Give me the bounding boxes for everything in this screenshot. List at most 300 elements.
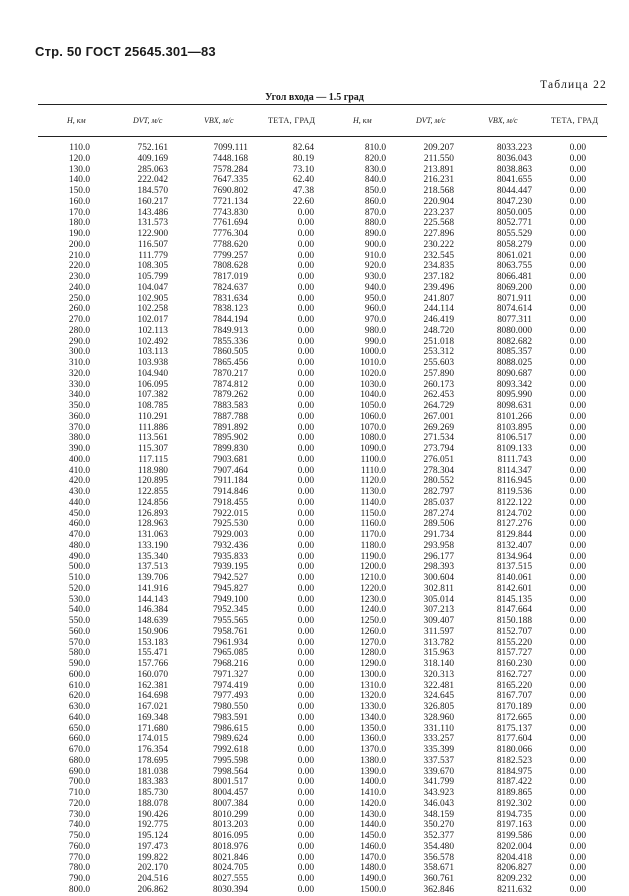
cell-vbx-right: 8162.727: [496, 669, 532, 680]
cell-dvt-right: 335.399: [423, 745, 454, 755]
table-row: [0, 573, 629, 584]
cell-dvt-left: 174.015: [137, 734, 168, 745]
cell-vbx-right: 8199.586: [496, 831, 532, 841]
cell-h-left: 770.0: [68, 852, 90, 863]
cell-teta-left: 0.00: [297, 519, 314, 530]
cell-h-right: 950.0: [364, 293, 386, 304]
cell-dvt-left: 103.938: [137, 358, 168, 368]
cell-teta-left: 0.00: [297, 755, 314, 766]
cell-h-right: 1270.0: [360, 637, 386, 648]
cell-vbx-left: 7922.015: [212, 508, 248, 519]
cell-vbx-right: 8127.276: [496, 519, 532, 530]
cell-dvt-left: 197.473: [137, 841, 168, 852]
cell-teta-left: 0.00: [297, 293, 314, 304]
cell-vbx-right: 8152.707: [496, 626, 532, 637]
cell-vbx-left: 8001.517: [212, 777, 248, 788]
table-row: [0, 498, 629, 509]
cell-vbx-left: 7942.527: [212, 573, 248, 583]
cell-h-left: 750.0: [68, 831, 90, 841]
cell-vbx-left: 8030.394: [212, 884, 248, 895]
cell-teta-right: 0.00: [569, 852, 586, 863]
cell-h-left: 220.0: [68, 261, 90, 272]
cell-vbx-right: 8160.230: [496, 659, 532, 669]
cell-h-left: 530.0: [68, 594, 90, 605]
cell-dvt-right: 241.807: [423, 293, 454, 304]
cell-h-right: 1410.0: [360, 788, 386, 798]
cell-h-right: 1050.0: [360, 401, 386, 411]
cell-h-right: 1170.0: [360, 530, 386, 540]
cell-teta-right: 0.00: [569, 444, 586, 454]
cell-h-left: 240.0: [68, 282, 90, 293]
cell-dvt-left: 116.507: [137, 239, 168, 250]
table-row: [0, 283, 629, 294]
cell-teta-right: 0.00: [569, 712, 586, 723]
cell-dvt-left: 113.561: [137, 433, 168, 444]
cell-teta-right: 0.00: [569, 669, 586, 680]
cell-h-right: 860.0: [364, 196, 386, 207]
cell-vbx-right: 8101.266: [496, 411, 532, 422]
cell-vbx-right: 8111.743: [497, 454, 532, 465]
cell-teta-left: 0.00: [297, 616, 314, 626]
cell-vbx-left: 7831.634: [212, 293, 248, 304]
cell-dvt-left: 185.730: [137, 788, 168, 798]
table-row: [0, 401, 629, 412]
cell-h-left: 260.0: [68, 304, 90, 315]
cell-dvt-left: 202.170: [137, 863, 168, 874]
cell-dvt-right: 216.231: [423, 175, 454, 186]
cell-vbx-right: 8177.604: [496, 734, 532, 745]
cell-h-left: 170.0: [68, 207, 90, 218]
cell-dvt-left: 122.900: [137, 229, 168, 239]
cell-vbx-right: 8155.220: [496, 637, 532, 648]
cell-h-left: 290.0: [68, 336, 90, 347]
table-row: [0, 509, 629, 520]
cell-dvt-right: 309.407: [423, 616, 454, 626]
cell-vbx-right: 8074.614: [496, 304, 532, 315]
cell-h-right: 850.0: [364, 186, 386, 196]
table-row: [0, 691, 629, 702]
cell-vbx-right: 8082.682: [496, 336, 532, 347]
cell-vbx-right: 8066.481: [496, 272, 532, 282]
cell-h-right: 1450.0: [360, 831, 386, 841]
cell-vbx-left: 7949.100: [212, 594, 248, 605]
cell-teta-left: 0.00: [297, 583, 314, 594]
table-row: [0, 476, 629, 487]
cell-h-left: 440.0: [68, 497, 90, 508]
cell-vbx-right: 8116.945: [497, 476, 532, 487]
cell-h-right: 1280.0: [360, 648, 386, 659]
cell-vbx-right: 8129.844: [496, 530, 532, 540]
cell-teta-left: 0.00: [297, 540, 314, 551]
cell-dvt-left: 183.383: [137, 777, 168, 788]
cell-h-left: 690.0: [68, 766, 90, 777]
table-row: [0, 519, 629, 530]
cell-dvt-right: 311.597: [423, 626, 454, 637]
cell-vbx-left: 8021.846: [212, 852, 248, 863]
cell-dvt-left: 118.980: [137, 465, 168, 476]
cell-vbx-right: 8142.601: [496, 583, 532, 594]
cell-dvt-right: 213.891: [423, 164, 454, 175]
cell-teta-left: 0.00: [297, 390, 314, 401]
cell-h-right: 1150.0: [360, 508, 386, 519]
cell-teta-right: 0.00: [569, 433, 586, 444]
cell-h-left: 390.0: [68, 444, 90, 454]
cell-h-right: 1500.0: [360, 884, 386, 895]
cell-h-left: 250.0: [68, 293, 90, 304]
cell-teta-right: 0.00: [569, 691, 586, 702]
cell-teta-left: 0.00: [297, 702, 314, 712]
cell-dvt-right: 262.453: [423, 390, 454, 401]
cell-teta-left: 62.40: [292, 175, 314, 186]
cell-vbx-right: 8165.220: [496, 680, 532, 691]
cell-teta-left: 0.00: [297, 239, 314, 250]
col-header-teta-right: ТЕТА, ГРАД: [551, 116, 599, 125]
cell-vbx-right: 8090.687: [496, 368, 532, 379]
cell-dvt-left: 190.426: [137, 809, 168, 820]
cell-dvt-left: 160.070: [137, 669, 168, 680]
cell-h-right: 1310.0: [360, 680, 386, 691]
cell-vbx-left: 7907.464: [212, 465, 248, 476]
cell-vbx-left: 7935.833: [212, 551, 248, 562]
cell-teta-left: 0.00: [297, 637, 314, 648]
cell-teta-right: 0.00: [569, 207, 586, 218]
cell-dvt-right: 232.545: [423, 250, 454, 261]
cell-teta-left: 0.00: [297, 358, 314, 368]
cell-h-right: 1220.0: [360, 583, 386, 594]
cell-h-left: 350.0: [68, 401, 90, 411]
cell-h-left: 550.0: [68, 616, 90, 626]
cell-teta-right: 0.00: [569, 551, 586, 562]
cell-teta-right: 0.00: [569, 261, 586, 272]
cell-teta-left: 0.00: [297, 433, 314, 444]
cell-h-left: 610.0: [68, 680, 90, 691]
cell-h-left: 150.0: [68, 186, 90, 196]
cell-vbx-right: 8175.137: [496, 723, 532, 734]
cell-h-left: 160.0: [68, 196, 90, 207]
cell-h-right: 1320.0: [360, 691, 386, 702]
cell-vbx-left: 8016.095: [212, 831, 248, 841]
cell-dvt-left: 181.038: [137, 766, 168, 777]
cell-teta-right: 0.00: [569, 304, 586, 315]
cell-vbx-right: 8202.004: [496, 841, 532, 852]
cell-teta-right: 0.00: [569, 497, 586, 508]
cell-teta-left: 0.00: [297, 788, 314, 798]
cell-h-right: 1400.0: [360, 777, 386, 788]
table-row: [0, 734, 629, 745]
cell-h-right: 930.0: [364, 272, 386, 282]
cell-vbx-right: 8189.865: [496, 788, 532, 798]
cell-vbx-left: 8004.457: [212, 788, 248, 798]
cell-dvt-left: 102.113: [137, 325, 168, 336]
cell-dvt-left: 115.307: [137, 444, 168, 454]
cell-h-right: 940.0: [364, 282, 386, 293]
cell-dvt-left: 222.042: [137, 175, 168, 186]
cell-teta-left: 0.00: [297, 347, 314, 358]
cell-h-left: 500.0: [68, 562, 90, 573]
col-header-dvt-right: DVT, м/с: [416, 116, 446, 125]
cell-h-left: 620.0: [68, 691, 90, 702]
cell-vbx-left: 7899.830: [212, 444, 248, 454]
cell-dvt-right: 293.958: [423, 540, 454, 551]
cell-teta-right: 0.00: [569, 390, 586, 401]
cell-teta-right: 0.00: [569, 358, 586, 368]
cell-h-right: 990.0: [364, 336, 386, 347]
table-row: [0, 466, 629, 477]
cell-vbx-left: 7761.694: [212, 218, 248, 229]
cell-h-right: 1080.0: [360, 433, 386, 444]
cell-dvt-left: 141.916: [137, 583, 168, 594]
cell-teta-right: 0.00: [569, 594, 586, 605]
cell-dvt-right: 362.846: [423, 884, 454, 895]
cell-teta-right: 0.00: [569, 250, 586, 261]
table-row: [0, 820, 629, 831]
cell-dvt-right: 343.923: [423, 788, 454, 798]
cell-dvt-left: 102.492: [137, 336, 168, 347]
cell-teta-left: 0.00: [297, 605, 314, 616]
cell-vbx-left: 8010.299: [212, 809, 248, 820]
cell-vbx-right: 8055.529: [496, 229, 532, 239]
cell-dvt-right: 246.419: [423, 315, 454, 325]
cell-vbx-left: 7971.327: [212, 669, 248, 680]
cell-dvt-left: 108.305: [137, 261, 168, 272]
cell-vbx-left: 7986.615: [212, 723, 248, 734]
cell-teta-right: 0.00: [569, 616, 586, 626]
top-rule: [38, 104, 607, 105]
cell-vbx-left: 7870.217: [212, 368, 248, 379]
cell-h-right: 910.0: [364, 250, 386, 261]
cell-h-right: 1390.0: [360, 766, 386, 777]
cell-teta-right: 0.00: [569, 476, 586, 487]
cell-h-left: 300.0: [68, 347, 90, 358]
cell-teta-left: 0.00: [297, 712, 314, 723]
table-row: [0, 358, 629, 369]
cell-dvt-right: 298.393: [423, 562, 454, 573]
cell-h-left: 410.0: [68, 465, 90, 476]
cell-teta-right: 0.00: [569, 315, 586, 325]
table-row: [0, 541, 629, 552]
table-row: [0, 390, 629, 401]
cell-dvt-right: 341.799: [423, 777, 454, 788]
cell-dvt-left: 103.113: [137, 347, 168, 358]
cell-dvt-left: 155.471: [137, 648, 168, 659]
cell-teta-right: 0.00: [569, 831, 586, 841]
cell-vbx-right: 8187.422: [496, 777, 532, 788]
cell-vbx-left: 7808.628: [212, 261, 248, 272]
cell-h-right: 1060.0: [360, 411, 386, 422]
table-row: [0, 218, 629, 229]
cell-h-right: 1440.0: [360, 820, 386, 831]
cell-dvt-left: 146.384: [137, 605, 168, 616]
cell-dvt-left: 131.063: [137, 530, 168, 540]
cell-h-right: 1250.0: [360, 616, 386, 626]
cell-vbx-right: 8114.347: [497, 465, 532, 476]
cell-vbx-right: 8184.975: [496, 766, 532, 777]
table-row: [0, 648, 629, 659]
angle-title: Угол входа — 1.5 град: [265, 92, 364, 103]
cell-teta-left: 0.00: [297, 723, 314, 734]
cell-teta-right: 0.00: [569, 573, 586, 583]
cell-teta-left: 0.00: [297, 573, 314, 583]
cell-teta-left: 0.00: [297, 497, 314, 508]
cell-vbx-left: 7968.216: [212, 659, 248, 669]
cell-vbx-left: 7918.455: [212, 497, 248, 508]
cell-teta-right: 0.00: [569, 401, 586, 411]
cell-dvt-left: 108.785: [137, 401, 168, 411]
table-row: [0, 756, 629, 767]
table-row: [0, 595, 629, 606]
cell-vbx-left: 7895.902: [212, 433, 248, 444]
cell-h-left: 760.0: [68, 841, 90, 852]
cell-teta-left: 0.00: [297, 411, 314, 422]
cell-h-left: 580.0: [68, 648, 90, 659]
cell-teta-left: 0.00: [297, 863, 314, 874]
cell-teta-right: 0.00: [569, 164, 586, 175]
cell-vbx-left: 7980.550: [212, 702, 248, 712]
cell-dvt-right: 280.552: [423, 476, 454, 487]
cell-teta-right: 0.00: [569, 530, 586, 540]
cell-dvt-right: 276.051: [423, 454, 454, 465]
cell-teta-left: 0.00: [297, 884, 314, 895]
cell-h-left: 590.0: [68, 659, 90, 669]
cell-h-left: 490.0: [68, 551, 90, 562]
cell-dvt-right: 348.159: [423, 809, 454, 820]
cell-dvt-left: 122.855: [137, 487, 168, 497]
cell-dvt-right: 356.578: [423, 852, 454, 863]
cell-teta-left: 0.00: [297, 734, 314, 745]
cell-teta-left: 0.00: [297, 261, 314, 272]
cell-dvt-right: 267.001: [423, 411, 454, 422]
cell-dvt-left: 285.063: [137, 164, 168, 175]
table-row: [0, 229, 629, 240]
cell-dvt-right: 324.645: [423, 691, 454, 702]
cell-dvt-right: 291.734: [423, 530, 454, 540]
cell-vbx-right: 8124.702: [496, 508, 532, 519]
cell-dvt-left: 143.486: [137, 207, 168, 218]
cell-teta-left: 0.00: [297, 852, 314, 863]
cell-teta-right: 0.00: [569, 218, 586, 229]
cell-h-right: 1180.0: [360, 540, 386, 551]
cell-teta-left: 0.00: [297, 250, 314, 261]
cell-teta-left: 0.00: [297, 648, 314, 659]
cell-vbx-left: 7932.436: [212, 540, 248, 551]
table-row: [0, 380, 629, 391]
cell-vbx-left: 7879.262: [212, 390, 248, 401]
cell-h-right: 1340.0: [360, 712, 386, 723]
table-row: [0, 874, 629, 885]
cell-dvt-right: 300.604: [423, 573, 454, 583]
cell-dvt-right: 271.534: [423, 433, 454, 444]
cell-h-right: 890.0: [364, 229, 386, 239]
cell-h-left: 540.0: [68, 605, 90, 616]
cell-dvt-left: 171.680: [137, 723, 168, 734]
cell-vbx-left: 7955.565: [212, 616, 248, 626]
cell-teta-left: 0.00: [297, 229, 314, 239]
cell-h-left: 560.0: [68, 626, 90, 637]
cell-h-left: 520.0: [68, 583, 90, 594]
cell-vbx-left: 7903.681: [212, 454, 248, 465]
cell-dvt-right: 318.140: [423, 659, 454, 669]
cell-h-left: 280.0: [68, 325, 90, 336]
cell-dvt-right: 339.670: [423, 766, 454, 777]
cell-teta-left: 80.19: [292, 153, 314, 164]
cell-h-left: 480.0: [68, 540, 90, 551]
cell-dvt-right: 352.377: [423, 831, 454, 841]
cell-teta-left: 0.00: [297, 304, 314, 315]
cell-dvt-left: 120.895: [137, 476, 168, 487]
cell-teta-left: 0.00: [297, 444, 314, 454]
cell-teta-right: 0.00: [569, 336, 586, 347]
table-row: [0, 713, 629, 724]
cell-vbx-left: 7952.345: [212, 605, 248, 616]
cell-h-left: 600.0: [68, 669, 90, 680]
cell-h-left: 460.0: [68, 519, 90, 530]
cell-dvt-right: 296.177: [423, 551, 454, 562]
cell-h-left: 630.0: [68, 702, 90, 712]
cell-vbx-right: 8109.133: [496, 444, 532, 454]
cell-h-left: 370.0: [68, 422, 90, 433]
cell-vbx-right: 8147.664: [496, 605, 532, 616]
cell-h-right: 1260.0: [360, 626, 386, 637]
cell-h-left: 190.0: [68, 229, 90, 239]
cell-dvt-left: 117.115: [138, 454, 168, 465]
cell-dvt-right: 331.110: [423, 723, 454, 734]
cell-h-right: 1020.0: [360, 368, 386, 379]
cell-h-left: 110.0: [69, 143, 90, 153]
cell-h-right: 1490.0: [360, 874, 386, 884]
table-row: [0, 197, 629, 208]
cell-h-left: 710.0: [68, 788, 90, 798]
cell-h-left: 800.0: [68, 884, 90, 895]
cell-teta-right: 0.00: [569, 605, 586, 616]
table-row: [0, 885, 629, 896]
cell-teta-left: 0.00: [297, 659, 314, 669]
cell-dvt-right: 223.237: [423, 207, 454, 218]
cell-vbx-right: 8036.043: [496, 153, 532, 164]
cell-vbx-left: 7647.335: [212, 175, 248, 186]
cell-vbx-left: 7911.184: [213, 476, 248, 487]
cell-dvt-right: 239.496: [423, 282, 454, 293]
cell-teta-left: 0.00: [297, 680, 314, 691]
cell-teta-left: 0.00: [297, 551, 314, 562]
table-row: [0, 347, 629, 358]
cell-vbx-right: 8172.665: [496, 712, 532, 723]
table-row: [0, 863, 629, 874]
cell-teta-left: 0.00: [297, 218, 314, 229]
cell-dvt-right: 313.782: [423, 637, 454, 648]
cell-teta-right: 0.00: [569, 702, 586, 712]
table-row: [0, 670, 629, 681]
table-row: [0, 584, 629, 595]
cell-vbx-right: 8209.232: [496, 874, 532, 884]
cell-h-right: 1430.0: [360, 809, 386, 820]
cell-dvt-left: 135.340: [137, 551, 168, 562]
table-row: [0, 154, 629, 165]
cell-h-left: 380.0: [68, 433, 90, 444]
table-row: [0, 487, 629, 498]
cell-teta-left: 0.00: [297, 465, 314, 476]
cell-h-right: 970.0: [364, 315, 386, 325]
cell-vbx-left: 7958.761: [212, 626, 248, 637]
cell-dvt-left: 752.161: [137, 143, 168, 153]
cell-h-left: 180.0: [68, 218, 90, 229]
cell-teta-right: 0.00: [569, 519, 586, 530]
table-row: [0, 616, 629, 627]
cell-teta-left: 0.00: [297, 691, 314, 702]
cell-dvt-left: 169.348: [137, 712, 168, 723]
cell-h-left: 450.0: [68, 508, 90, 519]
cell-dvt-left: 195.124: [137, 831, 168, 841]
cell-dvt-right: 289.506: [423, 519, 454, 530]
